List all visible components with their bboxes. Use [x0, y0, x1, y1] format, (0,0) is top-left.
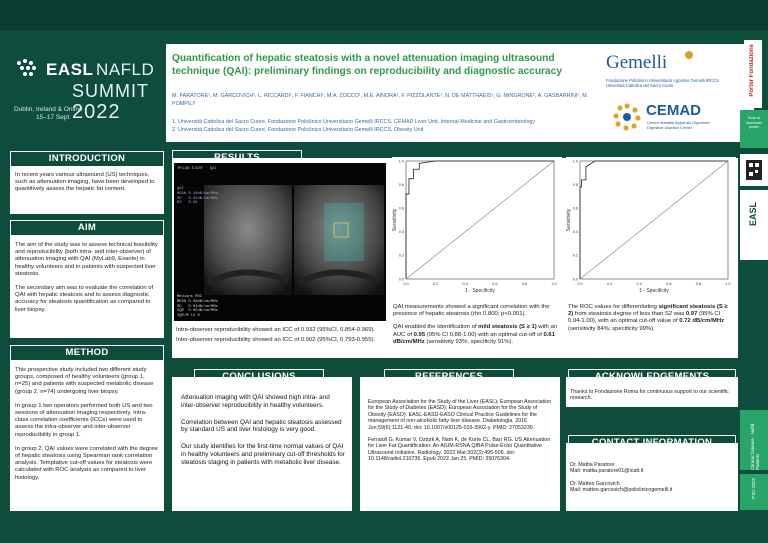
aim-paragraph-2: The secondary aim was to evaluate the correlation of QAI with hepatic steatosis and to assess diagnostic accuracy for steatosis quantification as compared to liver biopsy. — [15, 285, 154, 313]
y-tick-label: 0.6 — [398, 206, 404, 211]
conclusion-2: Correlation between QAI and hepatic steatosis assessed by standard US and liver histology is very good. — [181, 418, 342, 434]
mild-text-4: (95% CI 0.88-1.00) with an optimal cut-off of — [425, 331, 544, 338]
y-tick-label: 0.2 — [572, 253, 578, 258]
sig-text-4: (95% CI 0.94-1.00), with an optimal cut-off value of — [568, 311, 721, 325]
mild-text-3: with an AUC of — [393, 324, 558, 338]
roc-chart-significant-svg — [566, 157, 736, 299]
y-tick-label: 0.0 — [398, 277, 404, 282]
sidebar-badge-text: Scan to download poster — [746, 116, 762, 130]
easl-wordmark: EASL — [46, 60, 94, 79]
right-sidebar — [740, 110, 768, 510]
introduction-text: In recent years various ultrasound (US) techniques, such as attenuation imaging, have been developed to quantitively assess the hepatic fat content. — [15, 172, 155, 193]
aim-heading: AIM — [10, 220, 164, 236]
x-axis-label: 1 - Specificity — [465, 288, 495, 294]
easl-side-wordmark: EASL — [748, 202, 758, 227]
icc-results — [176, 327, 391, 344]
easl-logo — [14, 56, 164, 136]
references-panel — [360, 377, 560, 511]
roc-chart-mild — [392, 157, 562, 299]
x-tick-label: 0.0 — [577, 282, 583, 286]
y-tick-label: 1.0 — [572, 159, 578, 164]
mild-auc: 0.95 — [413, 331, 426, 338]
x-tick-label: 0.0 — [403, 282, 409, 286]
easl-side-logo — [740, 190, 768, 260]
reference-2: Ferraioli G, Kumar V, Ozturk A, Nam K, de Korte CL, Barr RG. US Attenuation for Liver Fat Quantification: An AIUM-RSNA QIBA Pulse-Echo Quantitative Ultrasound Initiative. Radiology. 2022 Mar;302(3):495-506. doi: 10.1148/radiol.210736. Epub 2022 Jan 25. PMID: 35076304. — [368, 437, 551, 463]
sidebar-category-text: Clinical Science · Nafld Patients — [750, 423, 760, 470]
reference-diagonal — [406, 161, 554, 279]
sig-auc: 0.97 — [685, 311, 698, 318]
references-text — [368, 399, 553, 470]
y-tick-label: 0.4 — [398, 230, 404, 235]
aim-paragraph-1: The aim of the study was to assess technical feasibility and reproducibility (both intra- and inter-observer) of attenuation imaging with QAI (MyLab9, Esaote) in healthy volunteers and in patients with suspected liver steatosis. — [15, 242, 158, 277]
sig-text-2: significant steatosis (S ≥ 2) — [568, 304, 728, 318]
x-tick-label: 0.6 — [492, 282, 498, 286]
significant-steatosis-text — [568, 304, 734, 333]
x-tick-label: 0.8 — [521, 282, 528, 286]
gemelli-wordmark: Gemelli — [606, 52, 668, 73]
event-dates: 15–17 Sept — [36, 114, 70, 121]
sidebar-poster-id — [740, 474, 768, 510]
aim-panel — [10, 236, 164, 338]
y-tick-label: 0.8 — [398, 182, 404, 187]
x-tick-label: 0.4 — [636, 282, 642, 286]
y-tick-label: 0.8 — [572, 182, 578, 187]
cemad-logo-icon — [612, 102, 642, 132]
sig-cutoff: 0.72 dB/cm/MHz — [679, 318, 725, 325]
mild-text-1: QAI enabled the identification of — [393, 324, 479, 331]
x-tick-label: 1.0 — [725, 282, 731, 286]
contact-text — [570, 462, 736, 494]
correlation-text: QAI measurements showed a significant correlation with the presence of hepatic steatosis (rho 0.800; p<0.001). — [393, 304, 550, 318]
sig-text-3: from steatosis degree of less than S2 was — [573, 311, 686, 318]
roc-chart-mild-svg — [392, 157, 562, 299]
x-tick-label: 0.6 — [666, 282, 672, 286]
gemelli-subtitle — [606, 78, 719, 88]
x-tick-label: 0.4 — [462, 282, 468, 286]
y-tick-label: 0.4 — [572, 230, 578, 235]
author-list: M. PARATORE¹, M. GARCOVICH¹, L. RICCARDI¹, F. FIANCHI¹, M.A. ZOCCO¹, M.E. AINORA¹, F. PIZZOLANTE¹, N. DE MATTHAEIS¹, G. MINGRONE², A. GASBARRINI¹, M. POMPILI¹ — [172, 93, 589, 107]
mild-cutoff: 0.61 dB/cm/MHz — [393, 331, 555, 345]
affiliations — [172, 118, 597, 134]
institution-logos — [596, 44, 754, 142]
y-tick-label: 0.2 — [398, 253, 404, 258]
top-band — [0, 0, 768, 30]
porter-wordmark: Porter Fondazione — [749, 44, 755, 97]
y-tick-label: 0.0 — [572, 277, 578, 282]
poster-title: Quantification of hepatic steatosis with a novel attenuation imaging ultrasound technique (QAI): preliminary findings on reproducibility and diagnostic accuracy — [172, 53, 563, 77]
cemad-subtitle-2: Digestive Disease Center — [647, 125, 693, 130]
qr-code[interactable] — [740, 154, 768, 186]
acknowledgements-panel — [566, 377, 738, 407]
x-axis-label: 1 - Specificity — [639, 288, 669, 294]
method-paragraph-2: In group 1 two operators performed both US and two sessions of attenuation imaging respectively. Intra-class correlation coefficients (ICCs) were used to assess the intra-observer and inter-observer reproducibility in group 1. — [15, 402, 153, 438]
method-panel — [10, 361, 164, 511]
ultrasound-qai-readout: QAI MEAN 0.40dB/cm/MHz SD 0.04dB/cm/MHz R2 0.99 — [177, 187, 219, 206]
x-tick-label: 0.2 — [606, 282, 613, 286]
sidebar-badge — [740, 110, 768, 148]
x-tick-label: 1.0 — [551, 282, 557, 286]
gemelli-logo-icon — [684, 50, 694, 60]
ultrasound-image — [174, 163, 386, 321]
sidebar-category — [740, 410, 768, 470]
gemelli-subtitle-2: Università Cattolica del Sacro Cuore — [606, 83, 674, 88]
mild-text-2: mild steatosis (S ≥ 1) — [478, 324, 537, 331]
aim-text — [15, 242, 159, 321]
ultrasound-roi-readout: Medians ROI MEAN 0.38dB/cm/MHz SD 0.04dB/cm/MHz IQR 0.05dB/cm/MHz IQR/M 12 % — [177, 295, 219, 319]
affiliation-2: 2. Università Cattolica del Sacro Cuore, Fondazione Policlinico Universitario Gemelli IRCCS, Obesity Unit — [172, 127, 424, 133]
significant-steatosis-results — [568, 304, 734, 340]
porter-logo — [744, 40, 762, 108]
poster-id-text: PSC-2022 — [751, 478, 756, 499]
y-axis-label: Sensitivity — [566, 208, 572, 232]
introduction-heading: INTRODUCTION — [10, 151, 164, 167]
icc-inter-text: Inter-observer reproducibility showed an ICC of 0.902 (95%CI, 0.793-0.955). — [176, 337, 376, 344]
x-tick-label: 0.8 — [695, 282, 702, 286]
conclusions-text — [181, 394, 345, 474]
method-text — [15, 367, 159, 489]
sig-text-1: The ROC values for differentiating — [568, 304, 659, 310]
method-heading: METHOD — [10, 345, 164, 361]
reference-1: European Association for the Study of the Liver (EASL); European Association for the Study of Diabetes (EASD); European Association for the Study of Obesity (EASO). EASL-EASD-EASO Clinical Practice Guidelines for the management of non-alcoholic fatty liver disease. Diabetologia. 2016 Jun;59(6):1121-40. doi: 10.1007/s00125-016-3902-y. PMID: 27053230. — [368, 399, 552, 431]
cemad-subtitle-1: Centro Malattie Apparato Digerente — [647, 120, 710, 125]
contact-mail-2[interactable]: Mail: matteo.garcovich@policlinicogemelli.it — [570, 487, 673, 494]
x-tick-label: 0.2 — [432, 282, 439, 286]
mild-steatosis-text — [393, 324, 558, 346]
y-tick-label: 0.6 — [572, 206, 578, 211]
sig-text-5: (sensitivity 84%; specificity 99%). — [568, 325, 655, 332]
event-location-text: Dublin, Ireland & Online — [14, 106, 83, 113]
summit-year: 2022 — [72, 101, 121, 123]
gemelli-subtitle-1: Fondazione Policlinico Universitario Agostino Gemelli IRCCS — [606, 78, 719, 83]
mild-steatosis-results — [393, 304, 558, 353]
summit-wordmark: SUMMIT — [72, 81, 149, 101]
y-axis-label: Sensitivity — [392, 208, 398, 232]
conclusion-1: Attenuation imaging with QAI showed high intra- and inter-observer reproducibility in healthy volunteers. — [181, 394, 330, 409]
introduction-panel — [10, 167, 164, 214]
contact-name-2: Dr. Matteo Garcovich — [570, 480, 620, 487]
qr-code-icon — [740, 154, 768, 186]
easl-dots-icon — [14, 58, 44, 80]
acknowledgements-text: Thanks to Fondazione Roma for continuous support to our scientific research. — [570, 389, 729, 402]
contact-mail-1[interactable]: Mail: mattia.paratore01@icatt.it — [570, 468, 644, 475]
title-block — [166, 44, 596, 142]
conclusions-panel — [172, 377, 352, 511]
method-paragraph-1: This prospective study included two different study groups, composed of healthy volunteers (group 1, n=25) and patients with suspected metabolic disease (group 2, n=74) undergoing liver biopsy. — [15, 367, 154, 395]
roc-chart-significant — [566, 157, 736, 299]
contact-name-1: Dr. Mattia Paratore — [570, 462, 615, 468]
affiliation-1: 1. Università Cattolica del Sacro Cuore, Fondazione Policlinico Universitario Gemelli IRCCS, CEMAD Liver Unit, Internal Medicine and Gastroenterology — [172, 119, 536, 125]
contact-panel — [566, 443, 738, 511]
mild-text-5: (sensitivity 93%; specificity 91%). — [424, 338, 514, 345]
cemad-wordmark: CEMAD — [646, 102, 701, 119]
ultrasound-header: MYLAB EIGHT · QAI — [178, 167, 217, 171]
conclusion-3: Our study identifies for the first-time normal values of QAI in healthy volunteers and preliminary cut-off thresholds for steatosis staging in patients with metabolic liver disease. — [181, 443, 345, 466]
reference-diagonal — [580, 161, 728, 279]
event-location — [14, 106, 83, 122]
nafld-wordmark: NAFLD — [96, 60, 155, 79]
icc-intra-text: Intra-observer reproducibility showed an ICC of 0.932 (95%CI, 0.854-0.969). — [176, 327, 376, 333]
cemad-subtitle — [647, 120, 710, 130]
y-tick-label: 1.0 — [398, 159, 404, 164]
method-paragraph-3: In group 2, QAI values were correlated with the degree of hepatic steatosis using Spearman rank correlation analysis. Temptative cut-off values for steatosis were calculated with ROC analysis as compared to liver histology. — [15, 445, 158, 481]
